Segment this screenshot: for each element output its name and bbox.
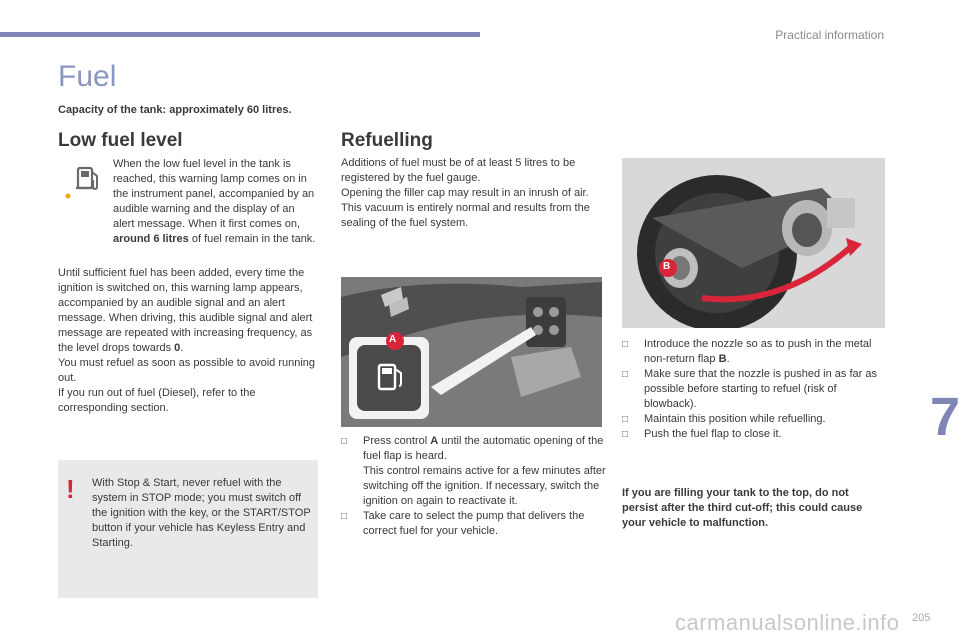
step-item [341,434,606,509]
nozzle-steps [622,337,890,442]
low-fuel-heading: Low fuel level [58,130,183,151]
step-marker-icon: □ [622,339,629,350]
low-fuel-body-3: If you run out of fuel (Diesel), refer to the corresponding section. [58,387,256,414]
page-number: 205 [912,612,931,624]
low-fuel-intro-tail: of fuel remain in the tank. [188,233,316,245]
step-item [341,509,606,539]
label-a: A [389,334,397,345]
dashboard-control-photo [341,277,602,427]
step-marker-icon: □ [341,511,348,522]
low-fuel-body-1-text: Until sufficient fuel has been added, every time the ignition is switched on, this warning lamp appears, accompanied by an audible signal and an alert message. When driving, this audible signal and alert message are repeated with increasing frequency, as the level drops towards [58,267,313,354]
step-text: Maintain this position while refuelling. [644,413,826,425]
label-b: B [663,261,671,272]
step-bold: B [718,353,727,365]
low-fuel-body-2: You must refuel as soon as possible to avoid running out. [58,357,316,384]
refuelling-intro-2: Opening the filler cap may result in an inrush of air. This vacuum is entirely normal and results from the sealing of the fuel system. [341,187,590,229]
step-text: Introduce the nozzle so as to push in the metal non-return flap [644,338,872,365]
step-marker-icon: □ [622,369,629,380]
step-item [622,367,890,412]
step-text: Take care to select the pump that delivers the correct fuel for your vehicle. [363,510,585,537]
step-text: Make sure that the nozzle is pushed in as far as possible before starting to refuel (risk of blowback). [644,368,877,410]
page-title: Fuel [58,60,117,93]
refuelling-intro-1: Additions of fuel must be of at least 5 litres to be registered by the fuel gauge. [341,157,576,184]
step-marker-icon: □ [622,414,629,425]
header-accent-bar [0,32,480,37]
low-fuel-body [58,266,320,416]
low-fuel-body-1-tail: . [180,342,184,354]
step-text: Push the fuel flap to close it. [644,428,782,440]
fuel-flap-photo [622,158,885,328]
step-extra: This control remains active for a few minutes after switching off the ignition. If necessary, switch the ignition on again to reactivate it. [363,465,606,507]
step-item [622,337,890,367]
step-bold: A [430,435,439,447]
step-text-tail: . [726,353,730,365]
warning-exclamation-icon: ! [66,474,75,504]
refuelling-intro [341,156,603,231]
tank-capacity: Capacity of the tank: approximately 60 litres. [58,104,292,116]
fuel-warning-lamp-icon [64,160,104,206]
refuelling-heading: Refuelling [341,130,433,151]
press-control-steps [341,434,606,539]
section-title: Practical information [775,28,884,42]
chapter-number: 7 [930,387,960,447]
low-fuel-intro-text: When the low fuel level in the tank is reached, this warning lamp comes on in the instrument panel, accompanied by an audible warning and the display of an alert message. When it first comes on, [113,158,315,230]
step-item [622,427,890,442]
low-fuel-body-1 [58,266,320,356]
step-item [622,412,890,427]
stop-start-warning-text: With Stop & Start, never refuel with the system in STOP mode; you must switch off the ignition with the key, or the START/STOP button if your vehicle has Keyless Entry and Starting. [92,477,311,549]
fill-to-top-warning: If you are filling your tank to the top, do not persist after the third cut-off; this could cause your vehicle to malfunction. [622,487,863,529]
watermark: carmanualsonline.info [675,610,900,635]
step-marker-icon: □ [341,436,348,447]
low-fuel-intro-bold: around 6 litres [113,233,189,245]
low-fuel-body-1-bold: 0 [174,342,181,354]
step-text-tail: until the automatic opening of the fuel flap is heard. [363,435,604,462]
step-text: Press control [363,435,431,447]
low-fuel-intro [113,157,318,247]
step-marker-icon: □ [622,429,629,440]
